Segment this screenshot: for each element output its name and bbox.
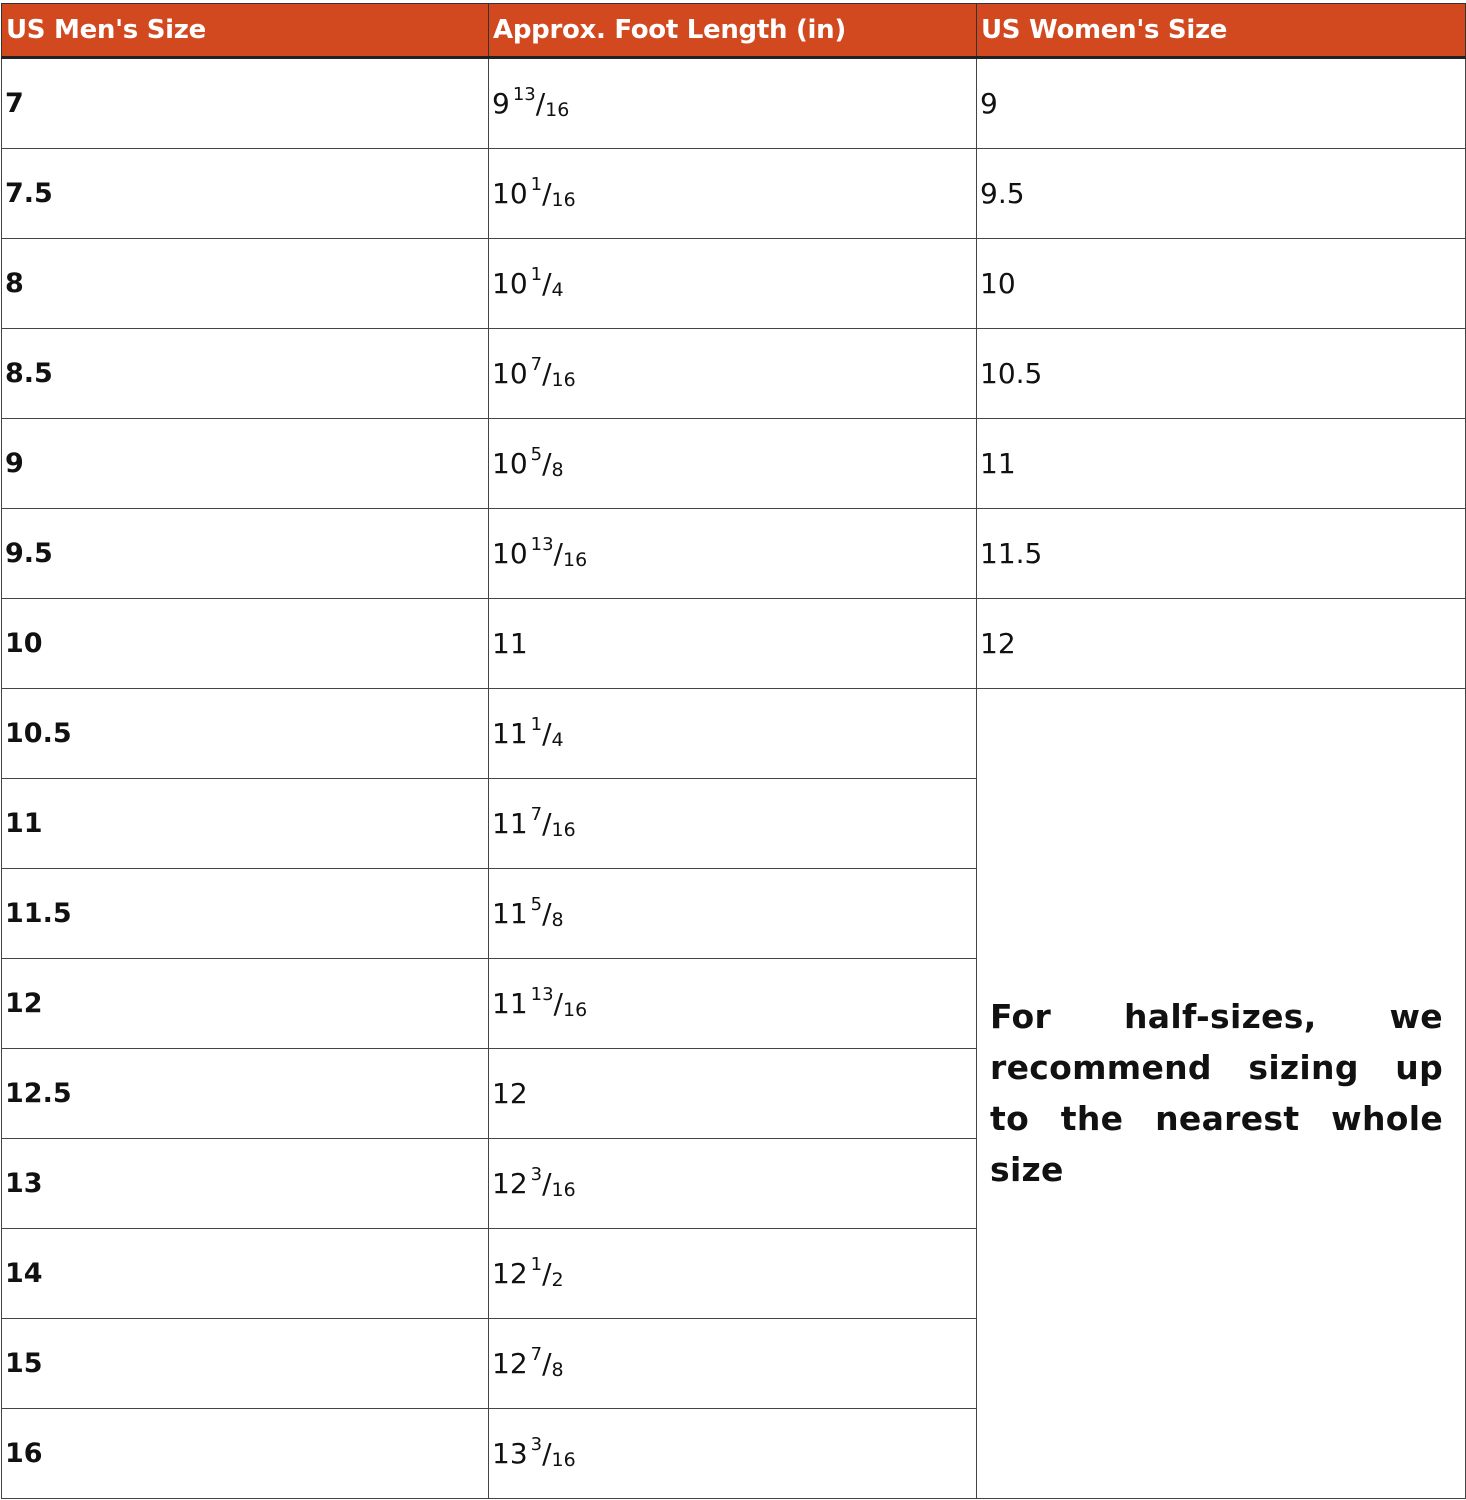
fraction-denominator: 4 (551, 278, 564, 301)
fraction-slash: / (535, 87, 546, 120)
length-whole: 13 (492, 1436, 528, 1470)
table-row (2, 598, 1466, 688)
fraction-numerator: 7 (530, 353, 543, 375)
womens-size-cell: 10.5 (977, 328, 1466, 418)
womens-size-cell: 9.5 (977, 149, 1466, 239)
mens-size-cell: 8.5 (2, 328, 489, 418)
mens-size-cell: 13 (2, 1138, 489, 1228)
length-whole: 10 (492, 446, 528, 480)
fraction-slash: / (542, 1436, 552, 1470)
fraction-slash: / (553, 986, 563, 1020)
fraction-denominator: 2 (551, 1268, 564, 1291)
mens-size-cell: 11 (2, 778, 489, 868)
length-whole: 12 (492, 1256, 528, 1290)
womens-size-cell: 11 (977, 418, 1466, 508)
fraction-numerator: 1 (530, 173, 543, 195)
foot-length-value (492, 1163, 576, 1201)
foot-length-cell (489, 1318, 977, 1408)
fraction-numerator: 7 (530, 1343, 543, 1365)
foot-length-value (492, 84, 570, 121)
foot-length-value (492, 1343, 564, 1381)
foot-length-cell (489, 1138, 977, 1228)
fraction-denominator: 16 (551, 188, 576, 211)
length-whole: 11 (492, 896, 528, 930)
fraction-numerator: 13 (530, 983, 554, 1005)
foot-length-cell (489, 778, 977, 868)
fraction-denominator: 16 (551, 818, 576, 841)
foot-length-cell (489, 328, 977, 418)
table-row (2, 58, 1466, 149)
length-whole: 11 (492, 626, 528, 660)
fraction-numerator: 5 (530, 893, 543, 915)
mens-size-cell: 10.5 (2, 688, 489, 778)
fraction-slash: / (542, 806, 552, 840)
header-row (2, 4, 1466, 58)
fraction-slash: / (542, 716, 552, 750)
table-body (2, 58, 1466, 1499)
foot-length-value (492, 533, 588, 571)
table-row (2, 688, 1466, 778)
fraction-denominator: 4 (551, 728, 564, 751)
foot-length-value (492, 713, 564, 751)
fraction-denominator: 16 (562, 548, 588, 571)
mens-size-cell: 15 (2, 1318, 489, 1408)
foot-length-value (492, 1253, 564, 1291)
fraction-denominator: 16 (545, 99, 570, 121)
fraction-slash: / (542, 266, 552, 300)
foot-length-value (492, 627, 528, 660)
mens-size-cell: 11.5 (2, 868, 489, 958)
fraction-slash: / (542, 446, 552, 480)
foot-length-cell (489, 1408, 977, 1498)
mens-size-cell: 8 (2, 238, 489, 328)
length-whole: 10 (492, 536, 528, 570)
fraction-numerator: 3 (530, 1163, 543, 1185)
foot-length-cell (489, 149, 977, 239)
womens-size-cell: 11.5 (977, 508, 1466, 598)
foot-length-cell (489, 868, 977, 958)
table-row (2, 508, 1466, 598)
foot-length-cell (489, 958, 977, 1048)
foot-length-cell (489, 598, 977, 688)
length-whole: 10 (492, 356, 528, 390)
mens-size-cell: 14 (2, 1228, 489, 1318)
fraction-denominator: 16 (551, 1178, 576, 1201)
foot-length-cell (489, 1228, 977, 1318)
foot-length-value (492, 803, 576, 841)
foot-length-cell (489, 1048, 977, 1138)
fraction-numerator: 13 (512, 84, 536, 105)
fraction-numerator: 1 (530, 263, 543, 285)
header-us-womens-size: US Women's Size (977, 4, 1466, 58)
length-whole: 10 (492, 266, 528, 300)
length-whole: 11 (492, 806, 528, 840)
foot-length-value (492, 173, 576, 211)
mens-size-cell: 12 (2, 958, 489, 1048)
fraction-numerator: 1 (530, 1253, 543, 1275)
half-size-note-cell (977, 688, 1466, 1498)
length-whole: 12 (492, 1346, 528, 1380)
fraction-slash: / (542, 176, 552, 210)
womens-size-cell: 9 (977, 58, 1466, 149)
mens-size-cell: 16 (2, 1408, 489, 1498)
fraction-denominator: 16 (562, 998, 588, 1021)
size-chart-table (1, 3, 1466, 1499)
fraction-numerator: 5 (530, 443, 543, 465)
table-row (2, 328, 1466, 418)
mens-size-cell: 12.5 (2, 1048, 489, 1138)
fraction-slash: / (553, 536, 563, 570)
foot-length-value (492, 893, 564, 931)
fraction-slash: / (542, 896, 552, 930)
mens-size-cell: 9 (2, 418, 489, 508)
foot-length-value (492, 263, 564, 301)
length-whole: 11 (492, 716, 528, 750)
foot-length-cell (489, 418, 977, 508)
foot-length-value (492, 1077, 528, 1110)
womens-size-cell: 10 (977, 238, 1466, 328)
header-us-mens-size: US Men's Size (2, 4, 489, 58)
table-row (2, 149, 1466, 239)
foot-length-value (492, 443, 564, 481)
mens-size-cell: 10 (2, 598, 489, 688)
foot-length-cell (489, 238, 977, 328)
fraction-denominator: 16 (551, 1448, 576, 1471)
length-whole: 12 (492, 1076, 528, 1110)
fraction-denominator: 8 (551, 908, 564, 931)
fraction-slash: / (542, 1346, 552, 1380)
fraction-denominator: 8 (551, 1358, 564, 1381)
mens-size-cell: 7.5 (2, 149, 489, 239)
fraction-denominator: 8 (551, 458, 564, 481)
length-whole: 12 (492, 1166, 528, 1200)
mens-size-cell: 9.5 (2, 508, 489, 598)
foot-length-value (492, 353, 576, 391)
fraction-denominator: 16 (551, 368, 576, 391)
length-whole: 11 (492, 986, 528, 1020)
length-whole: 9 (492, 87, 510, 120)
header-foot-length: Approx. Foot Length (in) (489, 4, 977, 58)
length-whole: 10 (492, 176, 528, 210)
half-size-note: For half-sizes, we recommend sizing up to the nearest whole size (990, 997, 1443, 1190)
foot-length-cell (489, 688, 977, 778)
fraction-slash: / (542, 1166, 552, 1200)
fraction-numerator: 3 (530, 1433, 543, 1455)
foot-length-cell (489, 508, 977, 598)
fraction-numerator: 7 (530, 803, 543, 825)
fraction-numerator: 13 (530, 533, 554, 555)
fraction-numerator: 1 (530, 713, 543, 735)
foot-length-cell (489, 58, 977, 149)
mens-size-cell: 7 (2, 58, 489, 149)
womens-size-cell: 12 (977, 598, 1466, 688)
fraction-slash: / (542, 356, 552, 390)
foot-length-value (492, 983, 588, 1021)
foot-length-value (492, 1433, 576, 1471)
table-row (2, 238, 1466, 328)
table-row (2, 418, 1466, 508)
fraction-slash: / (542, 1256, 552, 1290)
